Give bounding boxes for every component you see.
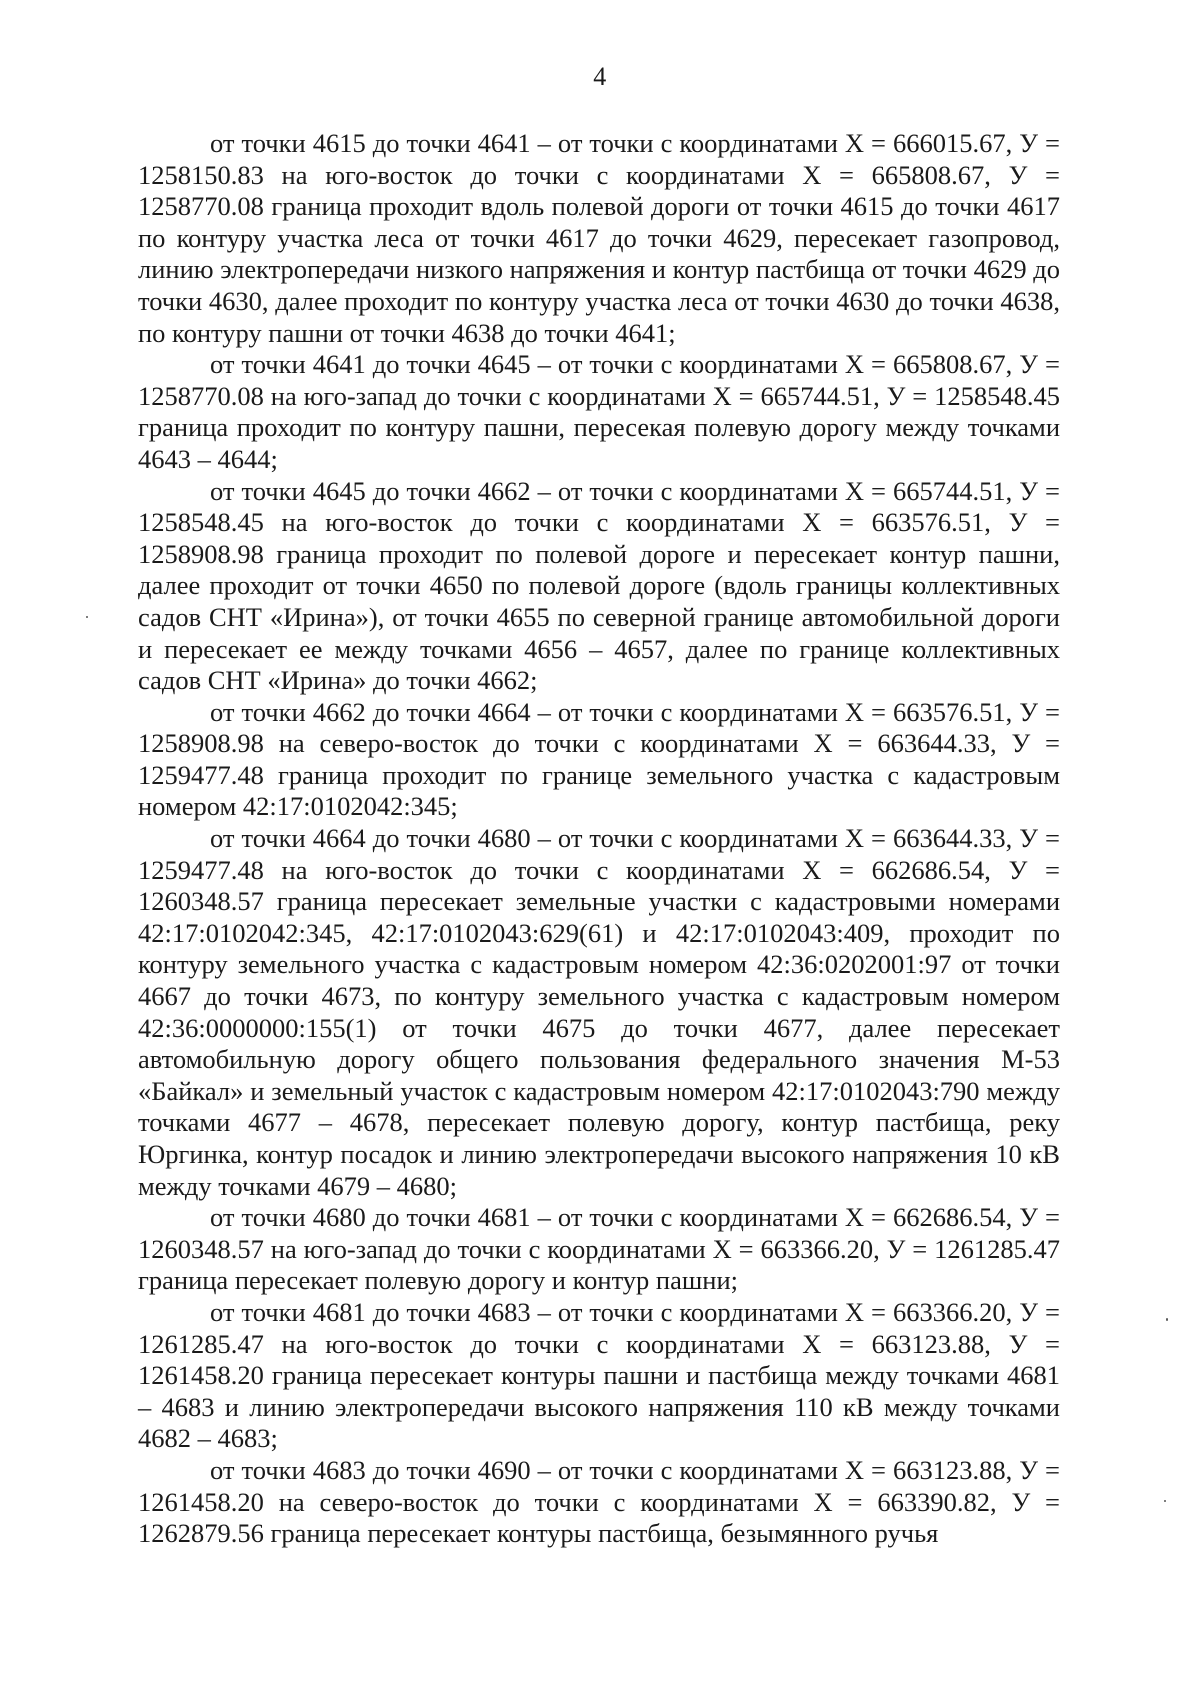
boundary-paragraph-4615-4641: от точки 4615 до точки 4641 – от точки с координатами Х = 666015.67, У = 1258150.83 на юго-восток до точки с координатами Х = 665808.67, У = 1258770.08 граница проходит вдоль полевой дороги от точки 4615 до точки 4617 по контуру участка леса от точки 4617 до точки 4629, пересекает газопровод, линию электропередачи низкого напряжения и контур пастбища от точки 4629 до точки 4630, далее проходит по контуру участка леса от точки 4630 до точки 4638, по контуру пашни от точки 4638 до точки 4641; [138, 128, 1060, 348]
boundary-paragraph-4681-4683: от точки 4681 до точки 4683 – от точки с координатами Х = 663366.20, У = 1261285.47 на юго-восток до точки с координатами Х = 663123.88, У = 1261458.20 граница пересекает контуры пашни и пастбища между точками 4681 – 4683 и линию электропередачи высокого напряжения 110 кВ между точками 4682 – 4683; [138, 1296, 1060, 1454]
document-body [138, 128, 1060, 1550]
page-number: 4 [593, 62, 607, 91]
scan-speck [1166, 1318, 1168, 1321]
boundary-paragraph-4645-4662: от точки 4645 до точки 4662 – от точки с координатами Х = 665744.51, У = 1258548.45 на юго-восток до точки с координатами Х = 663576.51, У = 1258908.98 граница проходит по полевой дороге и пересекает контур пашни, далее проходит от точки 4650 по полевой дороге (вдоль границы коллективных садов СНТ «Ирина»), от точки 4655 по северной границе автомобильной дороги и пересекает ее между точками 4656 – 4657, далее по границе коллективных садов СНТ «Ирина» до точки 4662; [138, 475, 1060, 696]
scan-speck [86, 616, 88, 618]
boundary-paragraph-4680-4681: от точки 4680 до точки 4681 – от точки с координатами Х = 662686.54, У = 1260348.57 на юго-запад до точки с координатами Х = 663366.20, У = 1261285.47 граница пересекает полевую дорогу и контур пашни; [138, 1202, 1060, 1296]
scan-speck [1164, 1500, 1166, 1502]
boundary-paragraph-4662-4664: от точки 4662 до точки 4664 – от точки с координатами Х = 663576.51, У = 1258908.98 на северо-восток до точки с координатами Х = 663644.33, У = 1259477.48 граница проходит по границе земельного участка с кадастровым номером 42:17:0102042:345; [138, 696, 1060, 822]
boundary-paragraph-4683-4690: от точки 4683 до точки 4690 – от точки с координатами Х = 663123.88, У = 1261458.20 на северо-восток до точки с координатами Х = 663390.82, У = 1262879.56 граница пересекает контуры пастбища, безымянного ручья [138, 1454, 1060, 1549]
boundary-paragraph-4641-4645: от точки 4641 до точки 4645 – от точки с координатами Х = 665808.67, У = 1258770.08 на юго-запад до точки с координатами Х = 665744.51, У = 1258548.45 граница проходит по контуру пашни, пересекая полевую дорогу между точками 4643 – 4644; [138, 349, 1060, 474]
boundary-paragraph-4664-4680: от точки 4664 до точки 4680 – от точки с координатами Х = 663644.33, У = 1259477.48 на юго-восток до точки с координатами Х = 662686.54, У = 1260348.57 граница пересекает земельные участки с кадастровыми номерами 42:17:0102042:345, 42:17:0102043:629(61) и 42:17:0102043:409, проходит по контуру земельного участка с кадастровым номером 42:36:0202001:97 от точки 4667 до точки 4673, по контуру земельного участка с кадастровым номером 42:36:0000000:155(1) от точки 4675 до точки 4677, далее пересекает автомобильную дорогу общего пользования федерального значения М-53 «Байкал» и земельный участок с кадастровым номером 42:17:0102043:790 между точками 4677 – 4678, пересекает полевую дорогу, контур пастбища, реку Юргинка, контур посадок и линию электропередачи высокого напряжения 10 кВ между точками 4679 – 4680; [138, 823, 1060, 1201]
